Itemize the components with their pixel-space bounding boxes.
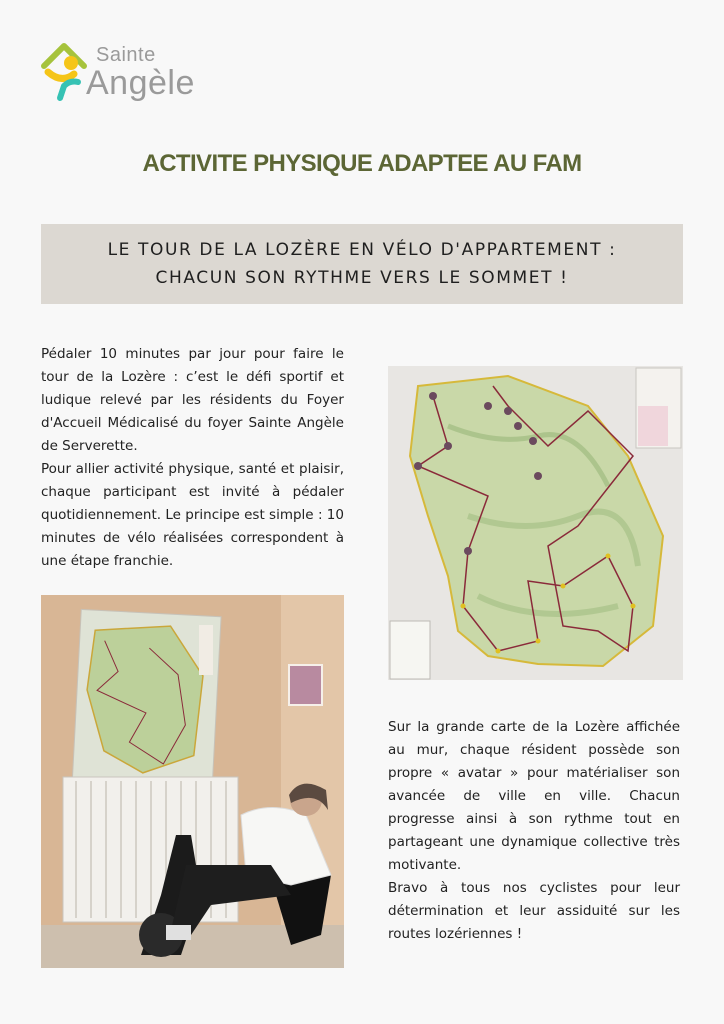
logo xyxy=(40,38,200,108)
banner-line-2: CHACUN SON RYTHME VERS LE SOMMET ! xyxy=(155,268,569,288)
lozere-map-image xyxy=(388,366,683,680)
cycling-resident-photo xyxy=(41,595,344,968)
principle-paragraph: Pour allier activité physique, santé et plaisir, chaque participant est invité à pédaler quotidiennement. Le principe est simple : 10 minutes de vélo réalisées correspondent à une étape franchie. xyxy=(41,461,344,569)
subtitle-banner xyxy=(41,224,683,304)
bravo-paragraph: Bravo à tous nos cyclistes pour leur détermination et leur assiduité sur les routes lozériennes ! xyxy=(388,880,680,942)
banner-line-1: LE TOUR DE LA LOZÈRE EN VÉLO D'APPARTEMENT : xyxy=(107,240,617,260)
map-photo xyxy=(388,366,683,680)
page-title: ACTIVITE PHYSIQUE ADAPTEE AU FAM xyxy=(142,150,582,177)
logo-text-angele: Angèle xyxy=(86,64,195,102)
logo-text-sainte: Sainte xyxy=(96,44,156,66)
intro-paragraph: Pédaler 10 minutes par jour pour faire le tour de la Lozère : c’est le défi sportif et ludique relevé par les résidents du Foyer d'Accueil Médicalisé du foyer Sainte Angèle de Serverette. xyxy=(41,346,344,454)
resident-on-bike-image xyxy=(41,595,344,968)
map-paragraph: Sur la grande carte de la Lozère affichée au mur, chaque résident possède son propre « avatar » pour matérialiser son avancée de ville en ville. Chacun progresse ainsi à son rythme tout en partageant une dynamique collective très motivante. xyxy=(388,719,680,873)
